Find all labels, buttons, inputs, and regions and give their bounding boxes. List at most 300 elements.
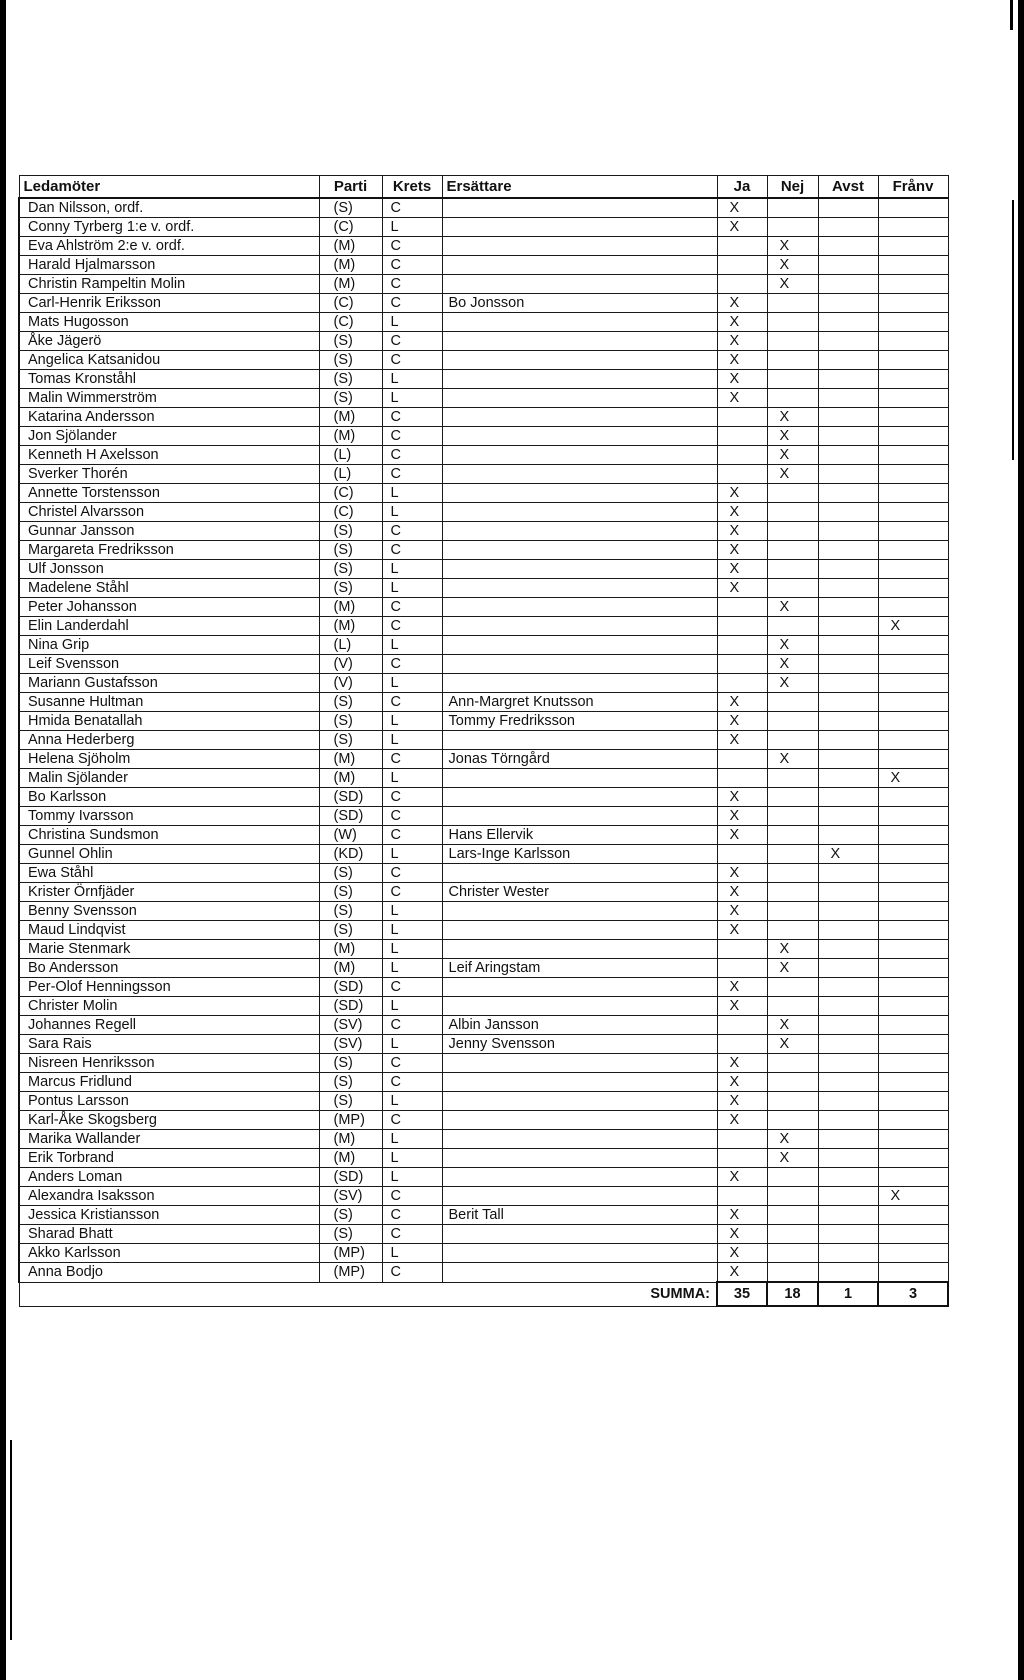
member-name: Angelica Katsanidou	[19, 351, 319, 370]
table-row	[19, 921, 948, 940]
header-absent: Frånv	[878, 176, 948, 199]
member-name: Karl-Åke Skogsberg	[19, 1111, 319, 1130]
member-party: (S)	[319, 560, 382, 579]
member-district: L	[382, 712, 442, 731]
member-substitute	[442, 655, 717, 674]
member-name: Dan Nilsson, ordf.	[19, 198, 319, 218]
member-name: Tommy Ivarsson	[19, 807, 319, 826]
vote-no-cell	[767, 313, 818, 332]
table-row	[19, 1168, 948, 1187]
table-row	[19, 294, 948, 313]
vote-absent-cell	[878, 1073, 948, 1092]
vote-yes-cell	[717, 427, 767, 446]
vote-absent-cell	[878, 294, 948, 313]
vote-yes-cell: X	[717, 389, 767, 408]
vote-absent-cell	[878, 256, 948, 275]
member-district: C	[382, 1225, 442, 1244]
vote-absent-cell	[878, 997, 948, 1016]
member-substitute	[442, 1111, 717, 1130]
member-party: (KD)	[319, 845, 382, 864]
vote-yes-cell: X	[717, 1054, 767, 1073]
vote-abstain-cell	[818, 1206, 878, 1225]
vote-abstain-cell	[818, 275, 878, 294]
member-substitute	[442, 560, 717, 579]
vote-abstain-cell	[818, 712, 878, 731]
vote-absent-cell	[878, 1111, 948, 1130]
member-party: (S)	[319, 731, 382, 750]
vote-abstain-cell	[818, 1244, 878, 1263]
member-party: (M)	[319, 1130, 382, 1149]
vote-yes-cell: X	[717, 1263, 767, 1283]
summary-no: 18	[767, 1282, 818, 1306]
vote-abstain-cell	[818, 1054, 878, 1073]
member-name: Åke Jägerö	[19, 332, 319, 351]
vote-no-cell	[767, 978, 818, 997]
member-substitute: Christer Wester	[442, 883, 717, 902]
member-district: L	[382, 902, 442, 921]
vote-no-cell	[767, 1187, 818, 1206]
member-party: (S)	[319, 522, 382, 541]
member-district: L	[382, 1035, 442, 1054]
member-substitute	[442, 1263, 717, 1283]
member-name: Ulf Jonsson	[19, 560, 319, 579]
member-substitute: Hans Ellervik	[442, 826, 717, 845]
table-row	[19, 313, 948, 332]
vote-yes-cell: X	[717, 1073, 767, 1092]
header-abstain: Avst	[818, 176, 878, 199]
member-party: (M)	[319, 427, 382, 446]
member-district: C	[382, 1263, 442, 1283]
vote-abstain-cell: X	[818, 845, 878, 864]
member-district: L	[382, 313, 442, 332]
table-row	[19, 1206, 948, 1225]
summary-label: SUMMA:	[19, 1282, 717, 1306]
member-substitute: Tommy Fredriksson	[442, 712, 717, 731]
vote-abstain-cell	[818, 465, 878, 484]
member-substitute	[442, 522, 717, 541]
table-row	[19, 959, 948, 978]
vote-yes-cell	[717, 275, 767, 294]
vote-absent-cell	[878, 1225, 948, 1244]
member-party: (S)	[319, 351, 382, 370]
vote-yes-cell: X	[717, 1225, 767, 1244]
vote-no-cell	[767, 541, 818, 560]
vote-abstain-cell	[818, 1149, 878, 1168]
member-substitute	[442, 332, 717, 351]
member-party: (SD)	[319, 997, 382, 1016]
vote-yes-cell: X	[717, 921, 767, 940]
vote-no-cell: X	[767, 1016, 818, 1035]
vote-no-cell: X	[767, 1130, 818, 1149]
member-name: Nisreen Henriksson	[19, 1054, 319, 1073]
vote-abstain-cell	[818, 198, 878, 218]
vote-yes-cell	[717, 1187, 767, 1206]
member-party: (S)	[319, 1054, 382, 1073]
vote-yes-cell	[717, 636, 767, 655]
table-row	[19, 617, 948, 636]
member-district: L	[382, 674, 442, 693]
member-substitute	[442, 275, 717, 294]
member-name: Helena Sjöholm	[19, 750, 319, 769]
vote-yes-cell: X	[717, 503, 767, 522]
table-row	[19, 560, 948, 579]
vote-no-cell	[767, 712, 818, 731]
member-party: (S)	[319, 541, 382, 560]
member-name: Hmida Benatallah	[19, 712, 319, 731]
vote-abstain-cell	[818, 902, 878, 921]
member-name: Ewa Ståhl	[19, 864, 319, 883]
member-substitute	[442, 902, 717, 921]
vote-no-cell	[767, 389, 818, 408]
vote-no-cell	[767, 826, 818, 845]
member-district: C	[382, 617, 442, 636]
member-district: C	[382, 883, 442, 902]
vote-yes-cell	[717, 1130, 767, 1149]
vote-absent-cell	[878, 788, 948, 807]
member-substitute	[442, 1054, 717, 1073]
member-substitute	[442, 997, 717, 1016]
member-name: Susanne Hultman	[19, 693, 319, 712]
member-party: (S)	[319, 921, 382, 940]
vote-absent-cell	[878, 332, 948, 351]
member-party: (S)	[319, 198, 382, 218]
vote-absent-cell	[878, 237, 948, 256]
vote-abstain-cell	[818, 636, 878, 655]
member-name: Akko Karlsson	[19, 1244, 319, 1263]
member-name: Conny Tyrberg 1:e v. ordf.	[19, 218, 319, 237]
vote-no-cell	[767, 1092, 818, 1111]
member-district: L	[382, 1244, 442, 1263]
vote-yes-cell	[717, 256, 767, 275]
vote-table	[18, 175, 949, 1307]
vote-abstain-cell	[818, 446, 878, 465]
member-name: Christer Molin	[19, 997, 319, 1016]
vote-abstain-cell	[818, 959, 878, 978]
member-district: L	[382, 959, 442, 978]
member-substitute	[442, 465, 717, 484]
vote-no-cell	[767, 370, 818, 389]
member-substitute	[442, 313, 717, 332]
member-party: (M)	[319, 408, 382, 427]
table-row	[19, 864, 948, 883]
member-party: (L)	[319, 446, 382, 465]
member-party: (S)	[319, 1092, 382, 1111]
member-name: Pontus Larsson	[19, 1092, 319, 1111]
table-row	[19, 1263, 948, 1283]
table-row	[19, 256, 948, 275]
vote-yes-cell: X	[717, 198, 767, 218]
vote-abstain-cell	[818, 237, 878, 256]
member-name: Tomas Kronståhl	[19, 370, 319, 389]
vote-yes-cell: X	[717, 370, 767, 389]
member-name: Mariann Gustafsson	[19, 674, 319, 693]
member-district: C	[382, 864, 442, 883]
member-district: C	[382, 826, 442, 845]
table-row	[19, 712, 948, 731]
vote-abstain-cell	[818, 598, 878, 617]
member-district: L	[382, 503, 442, 522]
member-district: C	[382, 788, 442, 807]
vote-no-cell	[767, 198, 818, 218]
member-party: (MP)	[319, 1244, 382, 1263]
member-substitute	[442, 788, 717, 807]
vote-absent-cell	[878, 313, 948, 332]
vote-absent-cell	[878, 940, 948, 959]
member-name: Sara Rais	[19, 1035, 319, 1054]
member-district: C	[382, 198, 442, 218]
vote-absent-cell	[878, 731, 948, 750]
vote-abstain-cell	[818, 427, 878, 446]
member-district: C	[382, 750, 442, 769]
table-row	[19, 1092, 948, 1111]
vote-yes-cell	[717, 1149, 767, 1168]
table-row	[19, 826, 948, 845]
member-name: Anna Hederberg	[19, 731, 319, 750]
member-substitute	[442, 1073, 717, 1092]
vote-no-cell	[767, 921, 818, 940]
vote-yes-cell	[717, 598, 767, 617]
member-party: (MP)	[319, 1263, 382, 1283]
vote-absent-cell	[878, 674, 948, 693]
vote-abstain-cell	[818, 503, 878, 522]
vote-abstain-cell	[818, 674, 878, 693]
member-party: (SD)	[319, 978, 382, 997]
vote-no-cell	[767, 1168, 818, 1187]
member-district: L	[382, 845, 442, 864]
table-row	[19, 731, 948, 750]
vote-absent-cell	[878, 484, 948, 503]
member-district: C	[382, 978, 442, 997]
member-district: C	[382, 541, 442, 560]
member-substitute: Leif Aringstam	[442, 959, 717, 978]
table-row	[19, 427, 948, 446]
vote-absent-cell	[878, 598, 948, 617]
vote-absent-cell	[878, 902, 948, 921]
member-district: L	[382, 731, 442, 750]
vote-yes-cell	[717, 845, 767, 864]
vote-abstain-cell	[818, 1092, 878, 1111]
member-name: Margareta Fredriksson	[19, 541, 319, 560]
member-party: (SD)	[319, 788, 382, 807]
vote-absent-cell	[878, 1092, 948, 1111]
vote-absent-cell	[878, 198, 948, 218]
table-row	[19, 218, 948, 237]
member-party: (M)	[319, 256, 382, 275]
vote-no-cell	[767, 769, 818, 788]
member-district: C	[382, 1073, 442, 1092]
member-name: Katarina Andersson	[19, 408, 319, 427]
vote-no-cell	[767, 1263, 818, 1283]
table-row	[19, 351, 948, 370]
vote-absent-cell	[878, 1016, 948, 1035]
member-substitute	[442, 1187, 717, 1206]
vote-yes-cell	[717, 446, 767, 465]
vote-abstain-cell	[818, 579, 878, 598]
vote-no-cell: X	[767, 940, 818, 959]
vote-no-cell: X	[767, 598, 818, 617]
vote-abstain-cell	[818, 769, 878, 788]
vote-no-cell	[767, 1225, 818, 1244]
vote-yes-cell: X	[717, 883, 767, 902]
vote-yes-cell: X	[717, 484, 767, 503]
member-district: L	[382, 579, 442, 598]
vote-yes-cell: X	[717, 1092, 767, 1111]
member-party: (S)	[319, 1073, 382, 1092]
table-row	[19, 940, 948, 959]
vote-yes-cell: X	[717, 693, 767, 712]
member-party: (S)	[319, 712, 382, 731]
member-district: C	[382, 275, 442, 294]
table-row	[19, 750, 948, 769]
table-row	[19, 807, 948, 826]
vote-no-cell	[767, 484, 818, 503]
member-substitute	[442, 579, 717, 598]
vote-abstain-cell	[818, 807, 878, 826]
member-name: Anders Loman	[19, 1168, 319, 1187]
vote-no-cell	[767, 731, 818, 750]
member-district: C	[382, 1187, 442, 1206]
vote-no-cell: X	[767, 256, 818, 275]
member-party: (M)	[319, 959, 382, 978]
vote-yes-cell: X	[717, 807, 767, 826]
member-party: (M)	[319, 275, 382, 294]
table-row	[19, 1244, 948, 1263]
vote-yes-cell: X	[717, 864, 767, 883]
member-name: Alexandra Isaksson	[19, 1187, 319, 1206]
vote-abstain-cell	[818, 370, 878, 389]
vote-yes-cell: X	[717, 313, 767, 332]
vote-no-cell	[767, 1206, 818, 1225]
summary-row	[19, 1282, 948, 1306]
member-substitute	[442, 1130, 717, 1149]
member-name: Gunnar Jansson	[19, 522, 319, 541]
member-district: L	[382, 921, 442, 940]
vote-abstain-cell	[818, 693, 878, 712]
table-row	[19, 237, 948, 256]
table-row	[19, 997, 948, 1016]
vote-yes-cell: X	[717, 218, 767, 237]
vote-abstain-cell	[818, 921, 878, 940]
vote-yes-cell: X	[717, 351, 767, 370]
vote-abstain-cell	[818, 788, 878, 807]
member-party: (C)	[319, 313, 382, 332]
vote-no-cell: X	[767, 275, 818, 294]
vote-no-cell	[767, 503, 818, 522]
member-substitute	[442, 218, 717, 237]
member-party: (M)	[319, 598, 382, 617]
member-party: (C)	[319, 484, 382, 503]
vote-abstain-cell	[818, 978, 878, 997]
member-name: Madelene Ståhl	[19, 579, 319, 598]
vote-no-cell: X	[767, 237, 818, 256]
vote-abstain-cell	[818, 389, 878, 408]
member-party: (C)	[319, 294, 382, 313]
scan-edge-mark	[1010, 0, 1013, 30]
vote-yes-cell	[717, 617, 767, 636]
member-district: C	[382, 655, 442, 674]
member-name: Bo Karlsson	[19, 788, 319, 807]
vote-yes-cell	[717, 1035, 767, 1054]
member-substitute: Lars-Inge Karlsson	[442, 845, 717, 864]
member-party: (SD)	[319, 1168, 382, 1187]
vote-abstain-cell	[818, 731, 878, 750]
member-substitute	[442, 769, 717, 788]
member-name: Maud Lindqvist	[19, 921, 319, 940]
vote-yes-cell	[717, 465, 767, 484]
vote-yes-cell: X	[717, 712, 767, 731]
member-name: Christina Sundsmon	[19, 826, 319, 845]
vote-absent-cell	[878, 750, 948, 769]
member-name: Nina Grip	[19, 636, 319, 655]
table-row	[19, 541, 948, 560]
member-substitute	[442, 1225, 717, 1244]
member-district: C	[382, 598, 442, 617]
vote-absent-cell	[878, 921, 948, 940]
vote-abstain-cell	[818, 1168, 878, 1187]
vote-absent-cell: X	[878, 617, 948, 636]
vote-yes-cell: X	[717, 294, 767, 313]
vote-abstain-cell	[818, 541, 878, 560]
vote-absent-cell	[878, 389, 948, 408]
member-substitute	[442, 940, 717, 959]
table-row	[19, 446, 948, 465]
member-district: C	[382, 465, 442, 484]
member-party: (M)	[319, 750, 382, 769]
vote-abstain-cell	[818, 408, 878, 427]
member-party: (S)	[319, 864, 382, 883]
member-substitute	[442, 198, 717, 218]
member-party: (S)	[319, 1206, 382, 1225]
member-district: L	[382, 1130, 442, 1149]
member-name: Eva Ahlström 2:e v. ordf.	[19, 237, 319, 256]
member-substitute	[442, 978, 717, 997]
member-substitute	[442, 864, 717, 883]
vote-no-cell	[767, 807, 818, 826]
member-substitute	[442, 1149, 717, 1168]
vote-yes-cell: X	[717, 560, 767, 579]
table-row	[19, 465, 948, 484]
vote-absent-cell	[878, 1244, 948, 1263]
member-district: C	[382, 1206, 442, 1225]
member-party: (S)	[319, 389, 382, 408]
table-row	[19, 902, 948, 921]
table-row	[19, 1225, 948, 1244]
member-name: Jessica Kristiansson	[19, 1206, 319, 1225]
vote-abstain-cell	[818, 940, 878, 959]
member-name: Christin Rampeltin Molin	[19, 275, 319, 294]
member-name: Peter Johansson	[19, 598, 319, 617]
vote-yes-cell: X	[717, 978, 767, 997]
member-party: (SD)	[319, 807, 382, 826]
table-row	[19, 636, 948, 655]
vote-abstain-cell	[818, 750, 878, 769]
vote-no-cell	[767, 883, 818, 902]
header-district: Krets	[382, 176, 442, 199]
member-party: (MP)	[319, 1111, 382, 1130]
scan-edge-mark	[1012, 200, 1014, 460]
member-district: L	[382, 389, 442, 408]
vote-abstain-cell	[818, 1016, 878, 1035]
vote-yes-cell: X	[717, 332, 767, 351]
vote-yes-cell: X	[717, 826, 767, 845]
member-name: Christel Alvarsson	[19, 503, 319, 522]
vote-absent-cell	[878, 1263, 948, 1283]
vote-no-cell	[767, 617, 818, 636]
member-name: Leif Svensson	[19, 655, 319, 674]
vote-abstain-cell	[818, 522, 878, 541]
table-row	[19, 883, 948, 902]
vote-no-cell	[767, 579, 818, 598]
